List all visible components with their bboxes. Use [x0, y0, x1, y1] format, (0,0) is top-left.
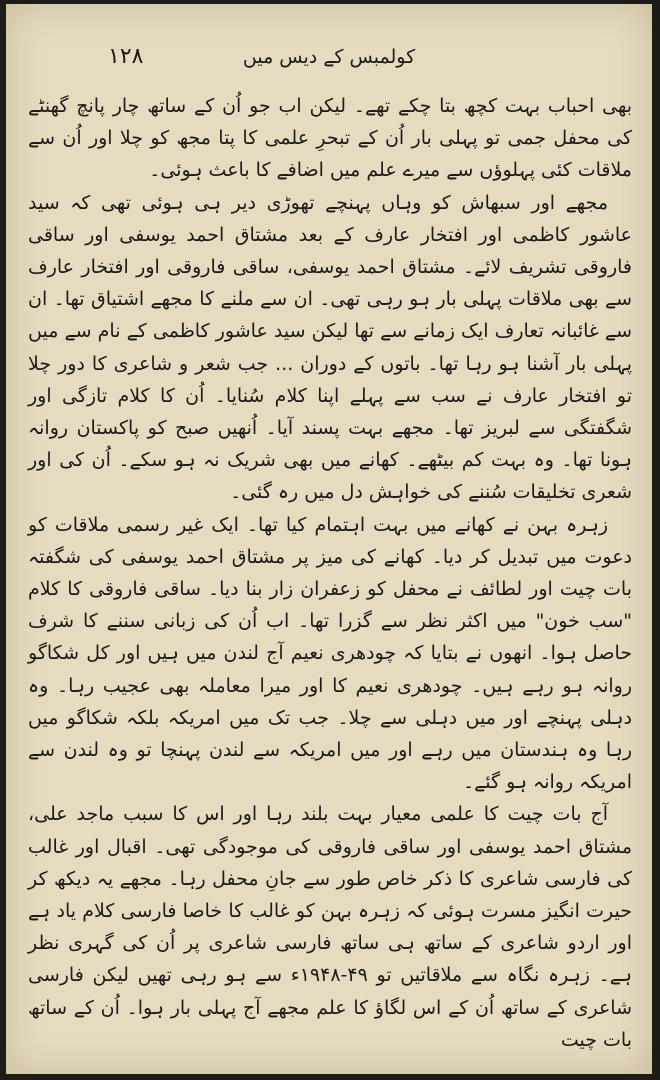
- paragraph: بھی احباب بہت کچھ بتا چکے تھے۔ لیکن اب جو اُن کے ساتھ چار پانچ گھنٹے کی محفل جمی تو پہلی بار اُن کے تبحرِ علمی کا پتا مجھ کو چلا اور اُن سے ملاقات کئی پہلوؤں سے میرے علم میں اضافے کا باعث ہوئی۔: [28, 95, 632, 182]
- page-header: [36, 44, 622, 80]
- running-title: کولمبس کے دیس میں: [242, 46, 416, 68]
- paragraph: زہرہ بہن نے کھانے میں بہت اہتمام کیا تھا۔ ایک غیر رسمی ملاقات کو دعوت میں تبدیل کر دیا۔ کھانے کی میز پر مشتاق احمد یوسفی کی شگفتہ بات چیت اور لطائف نے محفل کو زعفران زار بنا دیا۔ ساقی فاروقی کا کلام "سب خون" میں اکثر نظر سے گزرا تھا۔ اب اُن کی زبانی سننے کا شرف حاصل ہوا۔ انھوں نے بتایا کہ چودھری نعیم آج لندن میں ہیں اور کل شکاگو روانہ ہو رہے ہیں۔ چودھری نعیم کا اور میرا معاملہ بھی عجیب رہا۔ وہ دہلی پہنچے اور میں دہلی سے چلا۔ جب تک میں امریکہ بلکہ شکاگو میں رہا وہ ہندستان میں رہے اور میں امریکہ سے لندن پہنچا تو وہ لندن سے امریکہ روانہ ہو گئے۔: [28, 513, 632, 794]
- paragraph: مجھے اور سبھاش کو وہاں پہنچے تھوڑی دیر ہی ہوئی تھی کہ سید عاشور کاظمی اور افتخار عارف کے بعد مشتاق احمد یوسفی اور ساقی فاروقی تشریف لائے۔ مشتاق احمد یوسفی، ساقی فاروقی اور افتخار عارف سے بھی ملاقات پہلی بار ہو رہی تھی۔ ان سے ملنے کا مجھے اشتیاق تھا۔ ان سے غائبانہ تعارف ایک زمانے سے تھا لیکن سید عاشور کاظمی کے نام سے میں پہلی بار آشنا ہو رہا تھا۔ باتوں کے دوران ... جب شعر و شاعری کا دور چلا تو افتخار عارف نے سب سے پہلے اپنا کلام سُنایا۔ اُن کا کلام تازگی اور شگفتگی سے لبریز تھا۔ مجھے بہت پسند آیا۔ اُنھیں صبح کو پاکستان روانہ ہونا تھا۔ وہ بہت کم بیٹھے۔ کھانے میں بھی شریک نہ ہو سکے۔ اُن کی اور شعری تخلیقات سُننے کی خواہش دل میں رہ گئی۔: [28, 191, 632, 504]
- book-page: [6, 4, 652, 1074]
- body-text: [28, 90, 632, 1056]
- page-number: ۱۲۸: [108, 44, 144, 69]
- paragraph: آج بات چیت کا علمی معیار بہت بلند رہا اور اس کا سبب ماجد علی، مشتاق احمد یوسفی اور ساقی فاروقی کی موجودگی تھی۔ اقبال اور غالب کی فارسی شاعری کا ذکر خاص طور سے جانِ محفل رہا۔ مجھے یہ دیکھ کر حیرت انگیز مسرت ہوئی کہ زہرہ بہن کو غالب کا خاصا فارسی کلام یاد ہے اور اردو شاعری کے ساتھ ہی ساتھ فارسی شاعری پر اُن کی گہری نظر ہے۔ زہرہ نگاہ سے ملاقاتیں تو ۴۹-۱۹۴۸ء سے ہو رہی تھیں لیکن فارسی شاعری کے ساتھ اُن کے اس لگاؤ کا علم مجھے آج پہلی بار ہوا۔ اُن کے ساتھ بات چیت: [28, 803, 632, 1051]
